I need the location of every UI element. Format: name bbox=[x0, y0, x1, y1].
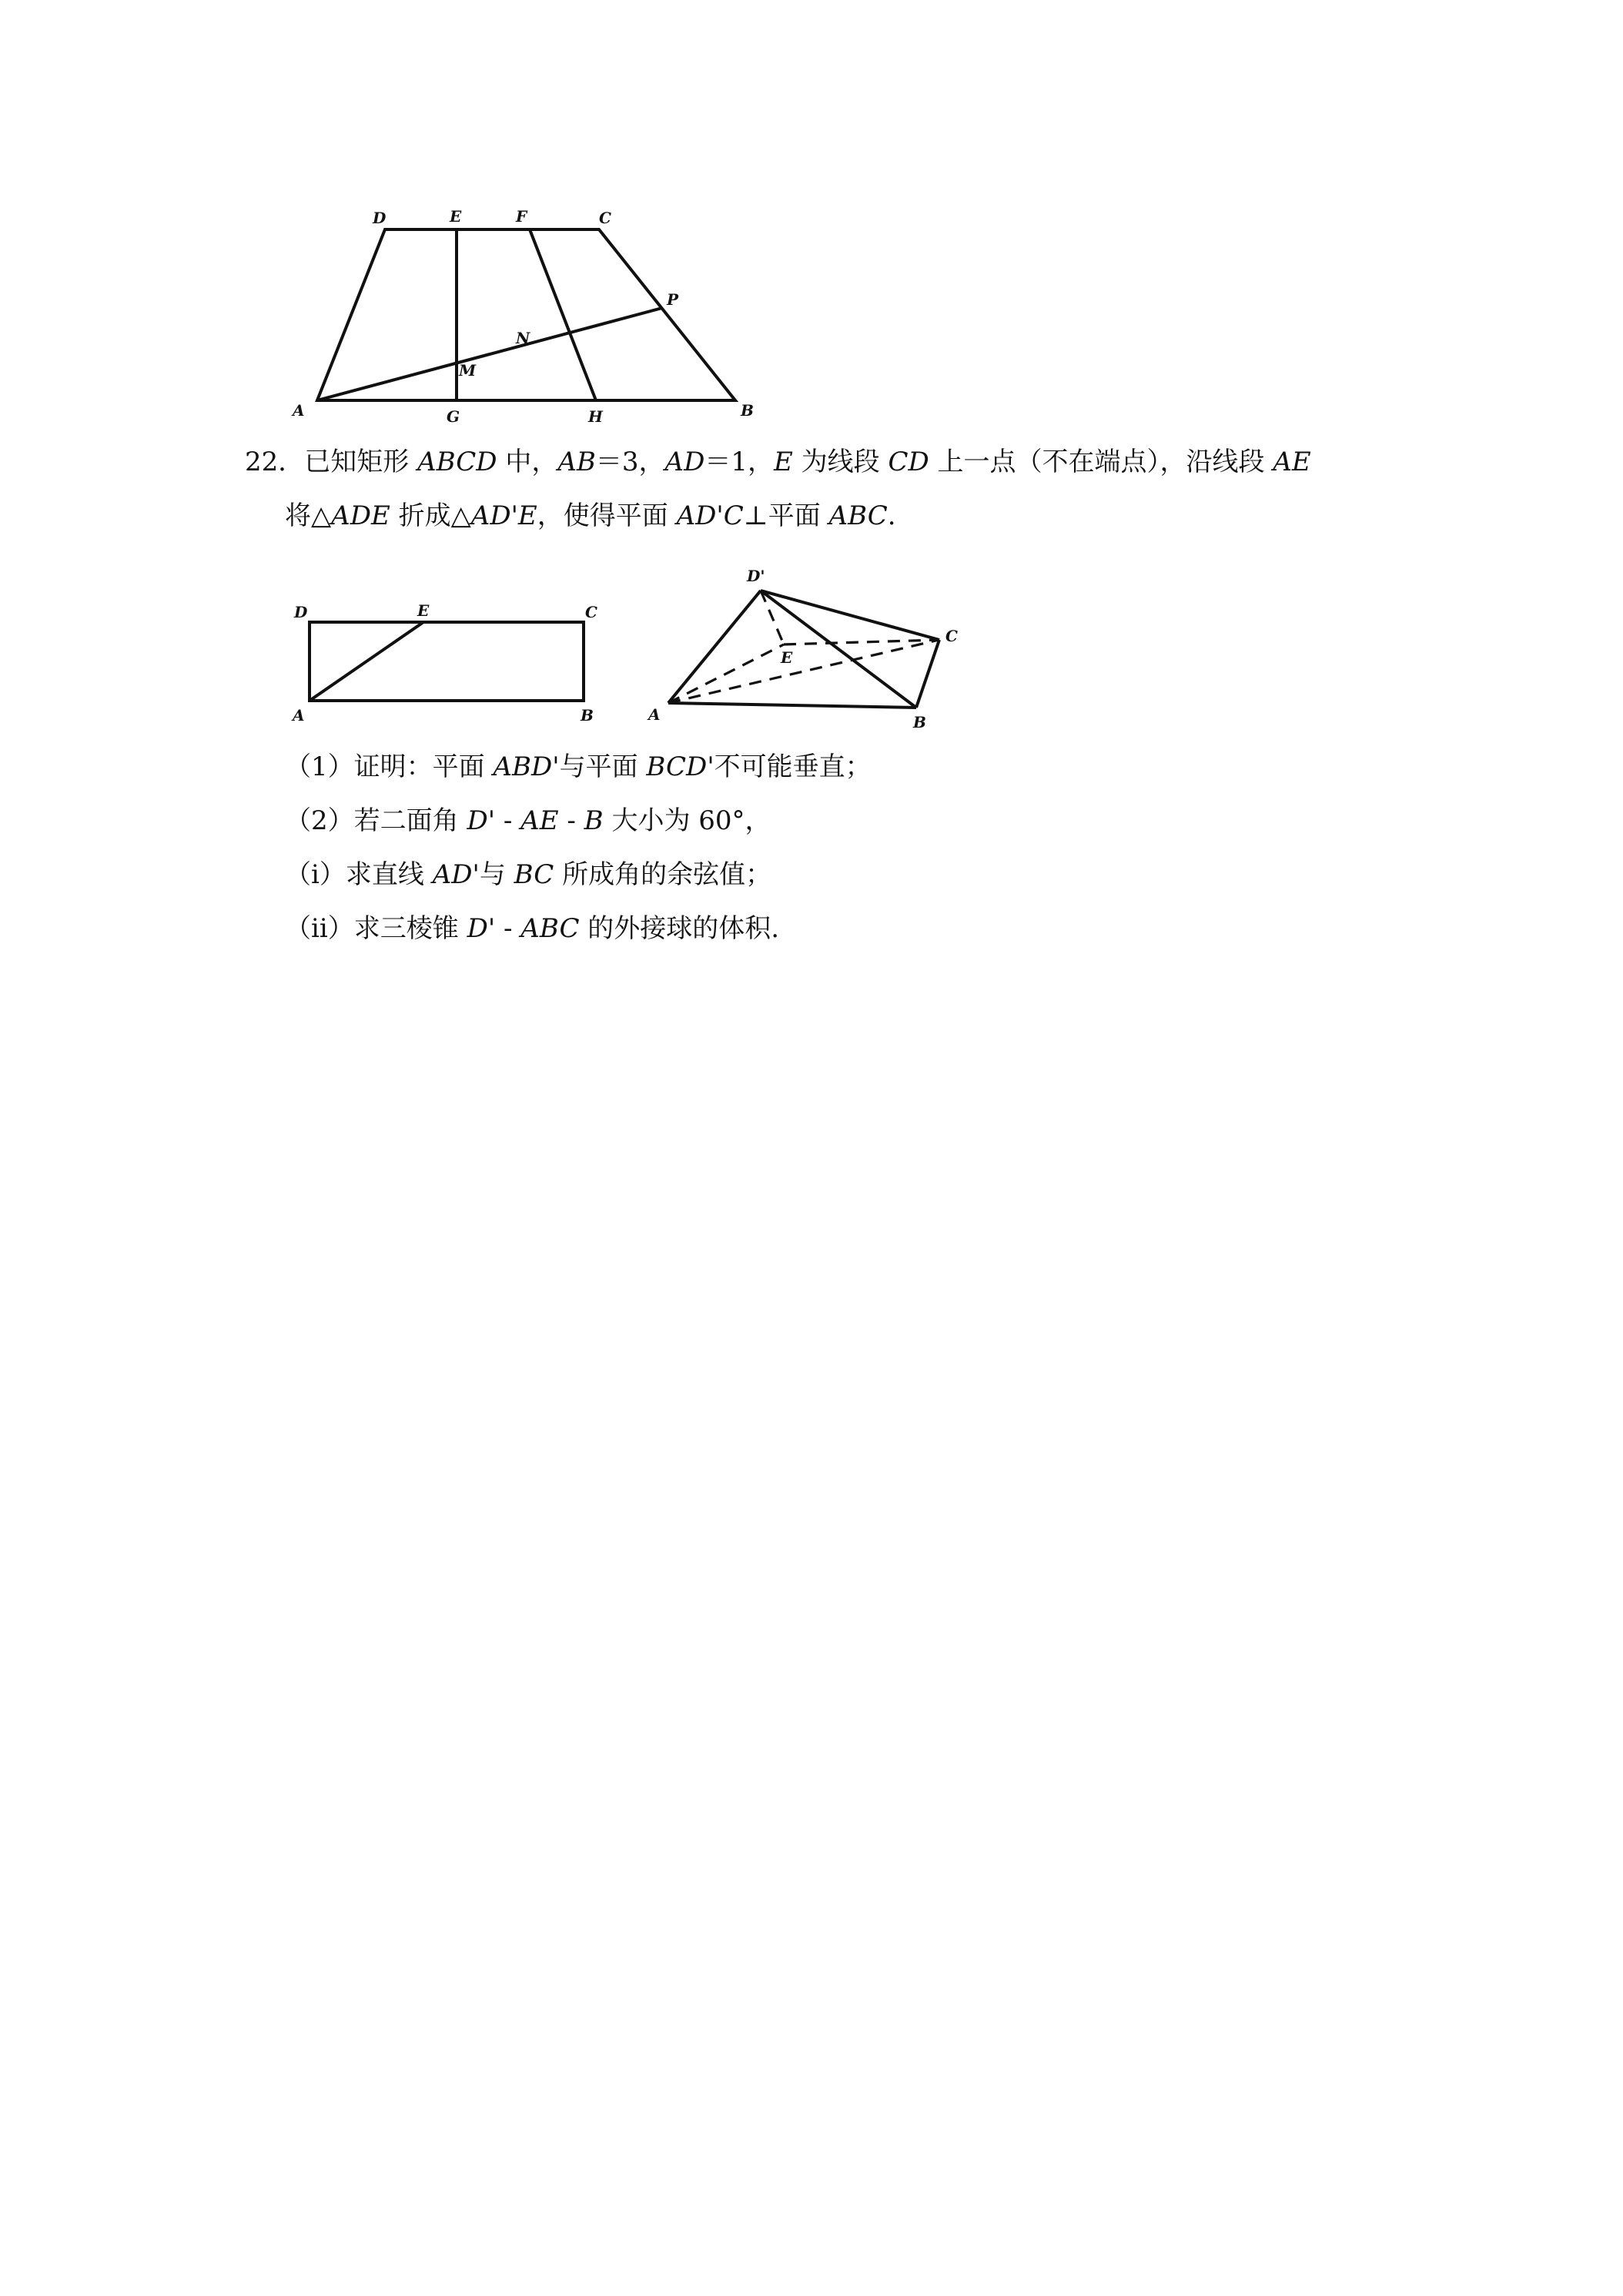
label-c: C bbox=[599, 209, 611, 227]
label-a: A bbox=[293, 706, 305, 725]
label-c: C bbox=[585, 603, 597, 621]
segment-fh bbox=[530, 229, 596, 400]
figure-pyramid bbox=[631, 551, 993, 735]
edge-dp-c bbox=[761, 591, 939, 640]
label-a: A bbox=[648, 705, 661, 724]
label-e: E bbox=[450, 207, 462, 226]
edge-a-e bbox=[668, 644, 784, 703]
figure-rectangle bbox=[285, 585, 624, 731]
rectangle-outline bbox=[310, 622, 584, 701]
label-d: D bbox=[294, 603, 308, 621]
label-c: C bbox=[945, 627, 958, 645]
label-f: F bbox=[516, 207, 527, 226]
label-b: B bbox=[581, 706, 594, 725]
edge-a-b bbox=[668, 703, 916, 708]
figure-trapezoid bbox=[285, 192, 762, 431]
label-a: A bbox=[293, 401, 305, 420]
question-1: （1）证明：平面 ABD'与平面 BCD'不可能垂直； bbox=[285, 751, 872, 782]
label-b: B bbox=[913, 713, 926, 731]
label-n: N bbox=[516, 329, 530, 347]
label-g: G bbox=[447, 407, 460, 426]
segment-ap bbox=[317, 308, 662, 400]
label-e: E bbox=[781, 648, 793, 667]
label-p: P bbox=[667, 290, 679, 309]
question-2-ii: （ⅱ）求三棱锥 D' - ABC 的外接球的体积. bbox=[285, 913, 780, 944]
label-m: M bbox=[459, 361, 477, 380]
label-d: D bbox=[373, 209, 387, 227]
problem-number: 22 bbox=[245, 447, 279, 477]
label-dp: D' bbox=[747, 567, 765, 585]
problem-line-2: 将△ADE 折成△AD'E，使得平面 AD'C⊥平面 ABC. bbox=[285, 500, 896, 531]
edge-e-c bbox=[784, 640, 939, 644]
label-h: H bbox=[588, 407, 603, 426]
problem-line-1: 22．已知矩形 ABCD 中，AB＝3，AD＝1，E 为线段 CD 上一点（不在端点），沿线段 AE bbox=[245, 447, 1311, 477]
edge-b-c bbox=[916, 640, 939, 708]
segment-ae bbox=[310, 622, 423, 701]
edge-a-dp bbox=[668, 591, 761, 703]
question-2-i: （ⅰ）求直线 AD'与 BC 所成角的余弦值； bbox=[285, 859, 772, 890]
label-e: E bbox=[417, 601, 430, 620]
question-2: （2）若二面角 D' - AE - B 大小为 60°， bbox=[285, 805, 771, 836]
label-b: B bbox=[741, 401, 754, 420]
trapezoid-outline bbox=[317, 229, 735, 400]
